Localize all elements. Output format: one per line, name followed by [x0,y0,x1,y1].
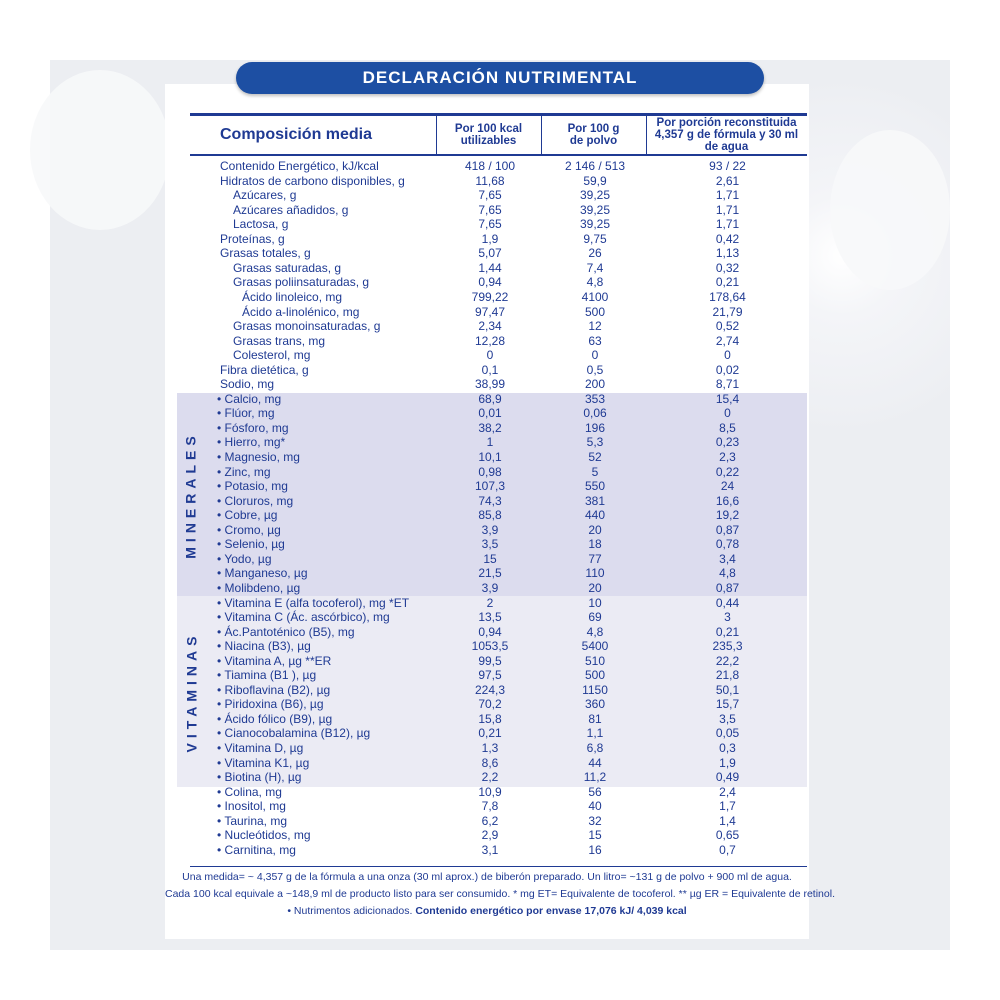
value-per-100-g: 1,1 [586,726,604,741]
value-per-100-kcal: 799,22 [471,289,509,304]
table-row [0,435,1000,450]
value-per-100-g: 500 [584,304,606,319]
value-per-100-g: 59,9 [583,173,607,188]
table-row [0,174,1000,189]
value-per-100-g: 44 [588,755,602,770]
nutrient-label: • Fósforo, mg [217,420,289,435]
value-per-100-g: 10 [588,595,602,610]
value-per-100-g: 0,06 [583,406,607,421]
section-label-text: VITAMINAS [183,631,199,752]
value-per-portion: 93 / 22 [709,159,746,173]
value-per-100-kcal: 21,5 [478,566,502,581]
table-row [0,610,1000,625]
nutrient-label: • Taurina, mg [217,813,288,828]
value-per-100-kcal: 70,2 [478,697,502,712]
table-row [0,275,1000,290]
value-per-100-kcal: 10,1 [478,450,502,464]
value-per-100-kcal: 12,28 [474,333,506,348]
table-row [0,319,1000,334]
table-row [0,814,1000,829]
value-per-100-g: 39,25 [579,217,611,232]
table-row [0,479,1000,494]
table-row [0,392,1000,407]
nutrient-label: • Flúor, mg [217,406,275,421]
nutrient-label: Colesterol, mg [233,348,311,363]
column-header-per-portion: Por porción reconstituida 4,357 g de fórmula y 30 ml de agua [654,117,799,153]
value-per-portion: 0,44 [715,595,740,610]
value-per-100-kcal: 107,3 [474,479,506,494]
nutrient-label: • Cianocobalamina (B12), µg [217,726,371,741]
value-per-portion: 16,6 [715,493,740,508]
section-label-text: MINERALES [183,430,200,559]
table-row [0,363,1000,378]
nutrient-label: • Riboflavina (B2), µg [217,682,331,697]
value-per-100-g: 196 [584,420,606,435]
value-per-100-kcal: 7,65 [478,202,502,217]
value-per-100-kcal: 10,9 [478,784,502,799]
value-per-100-kcal: 1053,5 [471,639,509,654]
table-row [0,596,1000,611]
value-per-100-g: 4100 [581,289,609,304]
table-row [0,741,1000,756]
value-per-100-kcal: 97,5 [478,668,502,683]
nutrient-label: • Cromo, µg [217,522,281,537]
value-per-100-g: 360 [584,697,606,712]
value-per-portion: 0,65 [715,828,740,843]
value-per-portion: 0,49 [715,770,740,785]
value-per-100-g: 18 [588,537,602,552]
value-per-100-g: 4,8 [586,624,604,639]
value-per-portion: 1,71 [715,217,740,232]
nutrient-label: • Ácido fólico (B9), µg [217,711,333,726]
nutrient-label: Hidratos de carbono disponibles, g [220,173,405,188]
value-per-100-g: 77 [588,551,602,566]
table-row [0,799,1000,814]
value-per-portion: 0,21 [715,624,740,639]
value-per-portion: 21,8 [715,668,740,683]
value-per-portion: 2,61 [715,173,740,188]
table-row [0,639,1000,654]
value-per-100-kcal: 15 [483,551,497,566]
table-row [0,712,1000,727]
value-per-100-g: 15 [588,828,602,843]
value-per-100-kcal: 0,01 [478,406,502,421]
table-row [0,421,1000,436]
table-row [0,552,1000,567]
value-per-100-kcal: 0,1 [481,362,499,377]
value-per-100-kcal: 0,21 [478,726,502,741]
value-per-portion: 0 [724,348,731,363]
value-per-100-g: 39,25 [579,202,611,217]
value-per-portion: 8,5 [719,420,736,435]
nutrient-label: • Biotina (H), µg [217,770,302,785]
value-per-portion: 0,78 [715,537,740,552]
value-per-portion: 0,7 [719,842,736,857]
value-per-100-kcal: 5,07 [478,246,502,261]
value-per-100-kcal: 2,2 [481,770,499,785]
value-per-portion: 235,3 [712,639,743,654]
value-per-portion: 0 [724,406,731,421]
nutrient-label: • Ác.Pantoténico (B5), mg [217,624,355,639]
value-per-portion: 0,42 [715,231,740,246]
value-per-portion: 3 [724,610,731,625]
value-per-100-g: 2 146 / 513 [564,159,626,173]
nutrient-label: • Potasio, mg [217,479,288,494]
value-per-100-kcal: 3,9 [481,580,499,595]
footnote-added-nutrients [165,905,809,917]
value-per-100-kcal: 99,5 [478,653,502,668]
value-per-100-kcal: 2 [486,595,494,610]
value-per-100-g: 110 [585,566,605,581]
table-row [0,305,1000,320]
value-per-100-g: 5 [591,464,599,479]
footer-rule [190,866,807,867]
nutrient-label: • Carnitina, mg [217,842,296,857]
value-per-100-g: 510 [584,653,606,668]
nutrient-label: Fibra dietética, g [220,362,309,377]
value-per-100-g: 32 [588,813,602,828]
nutrient-label: Azúcares, g [233,188,297,203]
value-per-100-kcal: 0,98 [478,464,502,479]
value-per-portion: 0,22 [715,464,740,479]
value-per-100-g: 353 [584,391,606,406]
value-per-portion: 1,9 [719,755,736,770]
value-per-100-kcal: 6,2 [481,813,499,828]
value-per-100-kcal: 38,99 [474,377,506,392]
table-row [0,217,1000,232]
nutrient-label: • Hierro, mg* [217,435,286,450]
value-per-portion: 0,02 [715,362,740,377]
value-per-100-g: 5400 [581,639,609,654]
table-row [0,683,1000,698]
value-per-100-kcal: 224,3 [474,682,506,697]
table-row [0,246,1000,261]
table-row [0,697,1000,712]
value-per-100-g: 81 [588,711,602,726]
value-per-100-g: 11,2 [583,770,607,785]
value-per-portion: 1,7 [719,799,736,814]
nutrient-label: • Magnesio, mg [217,450,300,464]
nutrient-label: • Vitamina D, µg [217,741,304,755]
value-per-100-g: 0,5 [586,362,604,377]
column-header-per-100-kcal: Por 100 kcal utilizables [454,123,523,147]
nutrient-label: • Selenio, µg [217,537,285,552]
nutrient-label: • Cobre, µg [217,508,278,523]
table-row [0,668,1000,683]
value-per-100-g: 1150 [582,682,608,697]
nutrient-label: • Yodo, µg [217,551,272,566]
value-per-portion: 2,74 [715,333,740,348]
value-per-100-g: 9,75 [583,231,607,246]
nutrient-label: • Cloruros, mg [217,493,294,508]
value-per-100-kcal: 1,44 [478,260,502,275]
value-per-portion: 22,2 [715,653,740,668]
table-row [0,159,1000,174]
value-per-100-kcal: 2,9 [481,828,499,843]
nutrient-label: • Manganeso, µg [217,566,308,581]
value-per-portion: 8,71 [715,377,740,392]
table-row [0,465,1000,480]
nutrient-label: • Molibdeno, µg [217,580,301,595]
value-per-100-kcal: 418 / 100 [464,159,516,173]
table-row [0,828,1000,843]
nutrient-label: • Colina, mg [217,784,282,799]
nutrient-label: Grasas saturadas, g [233,260,342,275]
table-row [0,188,1000,203]
value-per-portion: 1,71 [715,202,740,217]
value-per-portion: 178,64 [709,289,746,304]
value-per-100-g: 0 [591,348,599,363]
value-per-100-g: 52 [588,450,602,464]
table-row [0,625,1000,640]
nutrient-label: • Piridoxina (B6), µg [217,697,324,712]
value-per-100-kcal: 1,9 [481,231,499,246]
value-per-100-g: 550 [584,479,606,494]
value-per-100-g: 6,8 [586,741,604,755]
value-per-100-g: 16 [588,842,602,857]
table-title: Composición media [220,126,373,143]
table-row [0,566,1000,581]
value-per-100-kcal: 7,65 [478,217,502,232]
value-per-100-kcal: 1,3 [481,741,499,755]
nutrient-label: • Vitamina A, µg **ER [217,653,332,668]
table-row [0,785,1000,800]
nutrient-label: Lactosa, g [233,217,289,232]
value-per-100-kcal: 8,6 [481,755,499,770]
value-per-100-kcal: 1 [486,435,494,450]
value-per-portion: 1,71 [715,188,740,203]
value-per-100-kcal: 3,1 [481,842,499,857]
value-per-100-g: 500 [584,668,606,683]
table-row [0,726,1000,741]
value-per-100-g: 63 [588,333,602,348]
value-per-100-kcal: 3,9 [481,522,499,537]
value-per-100-g: 440 [584,508,606,523]
value-per-portion: 0,87 [715,580,740,595]
footnote-serving: Una medida= ~ 4,357 g de la fórmula a una onza (30 ml aprox.) de biberón preparado. Un litro= ~131 g de polvo + 900 ml de agua. [182,871,792,883]
value-per-100-kcal: 13,5 [478,610,502,625]
value-per-portion: 19,2 [715,508,740,523]
table-row [0,756,1000,771]
value-per-100-g: 69 [588,610,602,625]
nutrient-label: • Nucleótidos, mg [217,828,311,843]
table-row [0,654,1000,669]
table-row [0,406,1000,421]
table-row [0,450,1000,465]
table-row [0,770,1000,785]
value-per-100-g: 7,4 [586,260,604,275]
value-per-100-kcal: 0,94 [478,275,502,290]
nutrient-label: • Inositol, mg [217,799,286,814]
value-per-portion: 0,87 [715,522,740,537]
table-row [0,843,1000,858]
table-row [0,232,1000,247]
value-per-100-kcal: 7,8 [481,799,499,814]
value-per-portion: 24 [720,479,735,494]
footnote-equivalence: Cada 100 kcal equivale a ~148,9 ml de producto listo para ser consumido. * mg ET= Equivalente de tocoferol. ** µg ER = Equivalente de retinol. [165,888,835,900]
value-per-100-kcal: 2,34 [478,319,502,334]
value-per-100-g: 381 [584,493,606,508]
table-row [0,581,1000,596]
value-per-100-kcal: 11,68 [475,173,505,188]
value-per-100-g: 20 [588,522,602,537]
nutrient-label: Ácido linoleico, mg [242,289,343,304]
value-per-100-g: 5,3 [586,435,604,450]
table-row [0,290,1000,305]
nutrient-label: • Zinc, mg [217,464,271,479]
table-row [0,377,1000,392]
value-per-100-kcal: 0,94 [478,624,502,639]
value-per-100-g: 12 [588,319,602,334]
value-per-100-g: 20 [588,580,602,595]
value-per-portion: 2,4 [719,784,736,799]
table-row [0,508,1000,523]
table-row [0,203,1000,218]
page-title: DECLARACIÓN NUTRIMENTAL [236,62,764,94]
nutrient-label: • Calcio, mg [217,391,282,406]
value-per-portion: 1,13 [715,246,740,261]
value-per-100-g: 200 [584,377,606,392]
value-per-100-g: 40 [588,799,602,814]
value-per-portion: 15,4 [715,391,740,406]
value-per-portion: 1,4 [719,813,736,828]
footnote-energy-per-package: Contenido energético por envase 17,076 kJ/ 4,039 kcal [415,905,687,917]
value-per-portion: 0,32 [715,260,740,275]
table-row [0,334,1000,349]
value-per-portion: 0,05 [715,726,740,741]
nutrient-label: • Vitamina C (Ác. ascórbico), mg [217,610,390,625]
value-per-portion: 0,23 [715,435,740,450]
header-rule-bottom [190,154,807,156]
nutrient-label: Ácido a-linolénico, mg [242,304,360,319]
table-row [0,537,1000,552]
value-per-100-g: 26 [588,246,602,261]
value-per-portion: 3,5 [719,711,736,726]
value-per-100-kcal: 3,5 [481,537,499,552]
nutrient-label: Grasas totales, g [220,246,311,261]
nutrient-label: • Vitamina E (alfa tocoferol), mg *ET [217,595,410,610]
column-header-per-100-g: Por 100 g de polvo [567,123,620,147]
value-per-portion: 2,3 [719,450,736,464]
value-per-portion: 0,52 [715,319,740,334]
value-per-portion: 3,4 [719,551,736,566]
nutrient-label: Grasas poliinsaturadas, g [233,275,370,290]
value-per-100-kcal: 74,3 [478,493,502,508]
value-per-100-g: 56 [588,784,602,799]
value-per-portion: 21,79 [712,304,743,319]
nutrient-label: • Vitamina K1, µg [217,755,310,770]
nutrient-label: Grasas monoinsaturadas, g [233,319,381,334]
table-row [0,523,1000,538]
value-per-100-kcal: 7,65 [478,188,502,203]
value-per-portion: 50,1 [715,682,740,697]
table-row [0,348,1000,363]
value-per-portion: 15,7 [715,697,740,712]
value-per-portion: 4,8 [719,566,736,581]
value-per-100-kcal: 97,47 [474,304,506,319]
nutrient-label: Sodio, mg [220,377,275,392]
table-row [0,261,1000,276]
nutrient-label: Azúcares añadidos, g [233,202,349,217]
nutrient-label: • Tiamina (B1 ), µg [217,668,317,683]
nutrient-label: Contenido Energético, kJ/kcal [220,159,379,173]
nutrient-label: Grasas trans, mg [233,333,326,348]
nutrient-label: Proteínas, g [220,231,285,246]
value-per-100-kcal: 38,2 [478,420,502,435]
value-per-100-kcal: 0 [486,348,494,363]
value-per-100-kcal: 15,8 [478,711,502,726]
value-per-100-kcal: 68,9 [478,391,502,406]
footnote-added-label: • Nutrimentos adicionados. [287,905,413,917]
nutrient-label: • Niacina (B3), µg [217,639,311,654]
value-per-100-g: 4,8 [586,275,604,290]
value-per-100-kcal: 85,8 [478,508,502,523]
value-per-100-g: 39,25 [579,188,611,203]
value-per-portion: 0,21 [715,275,740,290]
table-row [0,494,1000,509]
value-per-portion: 0,3 [719,741,736,755]
